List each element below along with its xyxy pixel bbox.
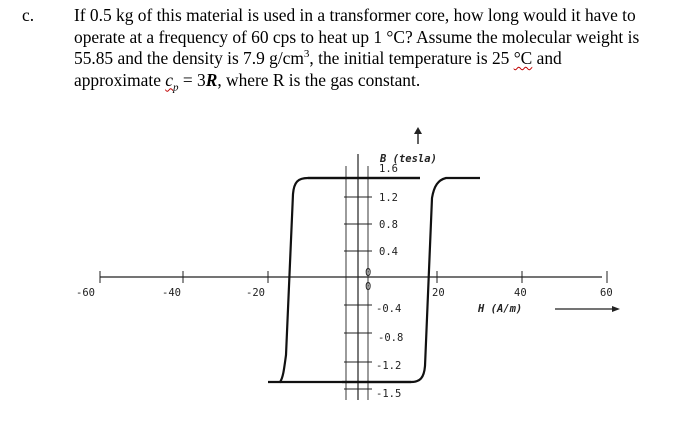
- b-tick-neg-0-4: -0.4: [376, 303, 402, 315]
- b-tick-neg-1-5: -1.5: [376, 388, 402, 400]
- h-tick-60: 60: [600, 287, 613, 299]
- heat-capacity-symbol: $c_p$: [165, 69, 179, 93]
- h-tick-20: 20: [432, 287, 445, 299]
- question-label: c.: [22, 5, 35, 25]
- temperature-unit: °C: [513, 48, 533, 68]
- b-axis-arrowhead: [414, 127, 422, 134]
- b-tick-1-6: 1.6: [379, 163, 398, 175]
- question-line-4: approximate $c_p = 3R$, where R is the gas constant.: [74, 69, 421, 93]
- question-line-2: operate at a frequency of 60 cps to heat up 1 °C? Assume the molecular weight is: [74, 26, 640, 47]
- b-tick-1-2: 1.2: [379, 192, 398, 204]
- hysteresis-loop-right-branch: [342, 178, 480, 382]
- question-text: [74, 5, 664, 91]
- h-tick-neg-60: -60: [76, 287, 95, 299]
- b-tick-0-4: 0.4: [379, 246, 398, 258]
- origin-label-upper: 0: [365, 267, 372, 279]
- b-tick-0-8: 0.8: [379, 219, 398, 231]
- b-tick-neg-1-2: -1.2: [376, 360, 402, 372]
- hysteresis-figure: [0, 100, 674, 422]
- question-line-1: If 0.5 kg of this material is used in a transformer core, how long would it have to: [74, 5, 636, 25]
- origin-label-lower: 0: [365, 281, 372, 293]
- hysteresis-loop-left-branch: [268, 178, 420, 382]
- hysteresis-loop-diagram: [0, 100, 674, 422]
- h-tick-40: 40: [514, 287, 527, 299]
- h-axis-arrowhead: [612, 306, 620, 312]
- question-block: [0, 0, 674, 100]
- question-line-3: 55.85 and the density is 7.9 $g/cm^3$, the initial temperature is 25 °C and: [74, 48, 562, 68]
- h-tick-neg-20: -20: [246, 287, 265, 299]
- h-tick-neg-40: -40: [162, 287, 181, 299]
- h-axis-label: H (A/m): [478, 303, 523, 315]
- density-exponent: 3: [303, 48, 310, 61]
- b-axis-label: B (tesla): [380, 153, 437, 165]
- b-tick-neg-0-8: -0.8: [378, 332, 404, 344]
